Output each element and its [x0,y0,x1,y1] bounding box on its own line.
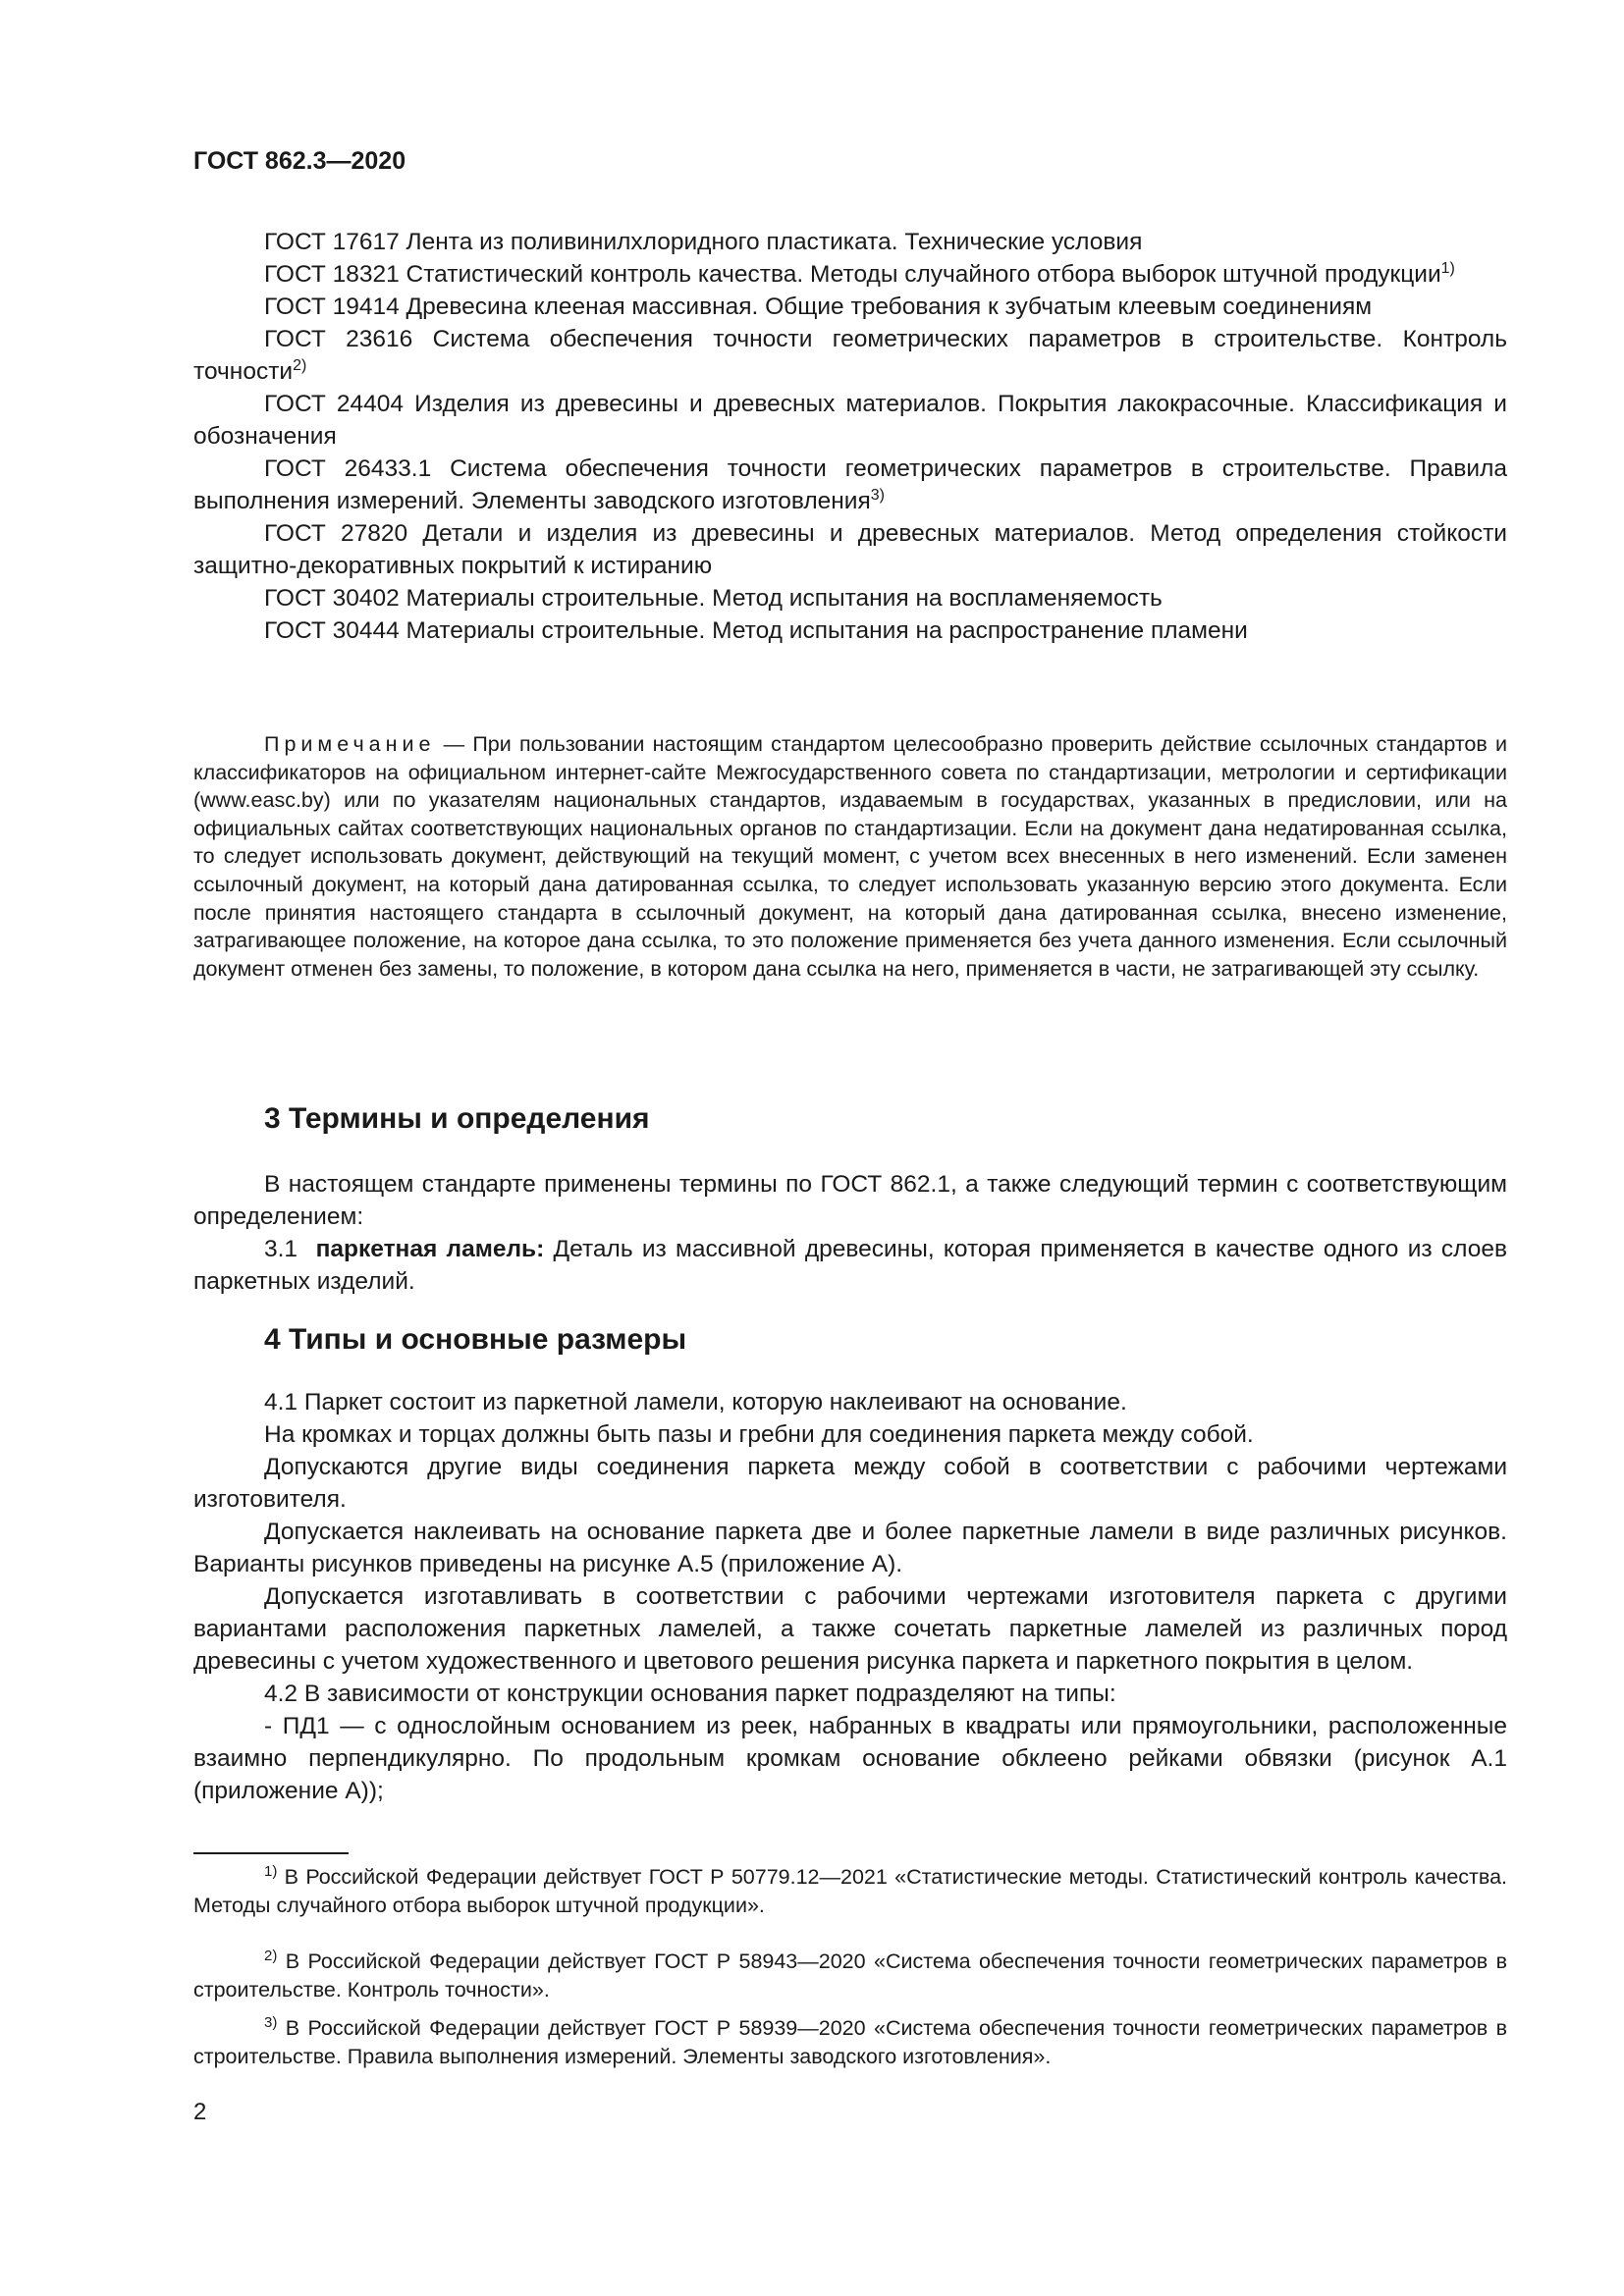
section-4-title: 4 Типы и основные размеры [264,1323,687,1356]
footnote-mark: 1) [264,1863,278,1880]
document-header: ГОСТ 862.3—2020 [193,147,406,175]
reference-item: ГОСТ 17617 Лента из поливинилхлоридного пластиката. Технические условия [264,229,1143,255]
section-4-body [193,1386,1507,1807]
reference-item: ГОСТ 19414 Древесина клееная массивная. Общие требования к зубчатым клеевым соединениям [264,294,1373,320]
section-4-paragraph: Допускается наклеивать на основание паркета две и более паркетные ламели в виде различных рисунков. Варианты рисунков приведены на рисунке А.5 (приложение А). [193,1519,1507,1577]
footnote-3: $^{3)}$ В Российской Федерации действует ГОСТ Р 58939—2020 «Система обеспечения точности геометрических параметров в строительстве. Правила выполнения измерений. Элементы заводского изготовления». [193,2014,1507,2068]
reference-item: ГОСТ 26433.1 Система обеспечения точности геометрических параметров в строительстве. Правила выполнения измерений. Элементы заводского изготовления$^{3)}$ [193,455,1507,514]
reference-item: ГОСТ 27820 Детали и изделия из древесины и древесных материалов. Метод определения стойкости защитно-декоративных покрытий к истиранию [193,520,1507,579]
section-4-paragraph: Допускаются другие виды соединения паркета между собой в соответствии с рабочими чертежами изготовителя. [193,1454,1507,1513]
footnote-mark: 3) [264,2014,278,2031]
reference-item: ГОСТ 30402 Материалы строительные. Метод испытания на воспламеняемость [264,585,1163,612]
note-label: Примечание [264,732,436,756]
term-definition: 3.1 паркетная ламель: Деталь из массивной древесины, которая применяется в качестве одного из слоев паркетных изделий. [193,1236,1507,1295]
reference-item: ГОСТ 18321 Статистический контроль качества. Методы случайного отбора выборок штучной продукции$^{1)}$ [264,260,1455,288]
reference-item: ГОСТ 30444 Материалы строительные. Метод испытания на распространение пламени [264,617,1248,644]
term-name: паркетная ламель: [315,1236,545,1262]
section-4-paragraph: 4.2 В зависимости от конструкции основания паркет подразделяют на типы: [264,1681,1116,1707]
note-paragraph [193,730,1507,983]
page-number: 2 [193,2099,207,2125]
note-block [193,730,1507,983]
section-4-paragraph: 4.1 Паркет состоит из паркетной ламели, которую наклеивают на основание. [264,1389,1127,1415]
section-3-intro: В настоящем стандарте применены термины по ГОСТ 862.1, а также следующий термин с соответствующим определением: [193,1171,1507,1230]
footnote-1: $^{1)}$ В Российской Федерации действует ГОСТ Р 50779.12—2021 «Статистические методы. Статистический контроль качества. Методы случайного отбора выборок штучной продукции». [193,1863,1507,1917]
section-4-paragraph: На кромках и торцах должны быть пазы и гребни для соединения паркета между собой. [264,1421,1254,1448]
reference-item: ГОСТ 23616 Система обеспечения точности геометрических параметров в строительстве. Контроль точности$^{2)}$ [193,326,1507,385]
section-3-body [193,1168,1507,1298]
footnote-ref[interactable]: 2) [293,357,307,374]
reference-item: ГОСТ 24404 Изделия из древесины и древесных материалов. Покрытия лакокрасочные. Классификация и обозначения [193,391,1507,450]
footnote-mark: 2) [264,1948,278,1964]
footnote-2: $^{2)}$ В Российской Федерации действует ГОСТ Р 58943—2020 «Система обеспечения точности геометрических параметров в строительстве. Контроль точности». [193,1948,1507,2002]
footnote-ref[interactable]: 3) [870,487,885,504]
footnote-separator [193,1852,349,1854]
section-4-paragraph: - ПД1 — с однослойным основанием из реек, набранных в квадраты или прямоугольники, расположенные взаимно перпендикулярно. По продольным кромкам основание обклеено рейками обвязки (рисунок А.1 (приложение А)); [193,1713,1507,1804]
footnote-ref[interactable]: 1) [1440,260,1455,277]
note-text: — При пользовании настоящим стандартом целесообразно проверить действие ссылочных стандартов и классификаторов на официальном интернет-сайте Межгосударственного совета по стандартизации, метрологии и сертификации (www.easc.by) или по указателям национальных стандартов, издаваемым в государствах, указанных в предисловии, или на официальных сайтах соответствующих национальных органов по стандартизации. Если на документ дана недатированная ссылка, то следует использовать документ, действующий на текущий момент, с учетом всех внесенных в него изменений. Если заменен ссылочный документ, на который дана датированная ссылка, то следует использовать указанную версию этого документа. Если после принятия настоящего стандарта в ссылочный документ, на который дана датированная ссылка, внесено изменение, затрагивающее положение, на которое дана ссылка, то это положение применяется без учета данного изменения. Если ссылочный документ отменен без замены, то положение, в котором дана ссылка на него, применяется в части, не затрагивающей эту ссылку. [193,732,1507,981]
normative-references-list [193,226,1507,647]
section-3-title: 3 Термины и определения [264,1102,650,1135]
section-4-paragraph: Допускается изготавливать в соответствии с рабочими чертежами изготовителя паркета с другими вариантами расположения паркетных ламелей, а также сочетать паркетные ламелей из различных пород древесины с учетом художественного и цветового решения рисунка паркета и паркетного покрытия в целом. [193,1583,1507,1675]
